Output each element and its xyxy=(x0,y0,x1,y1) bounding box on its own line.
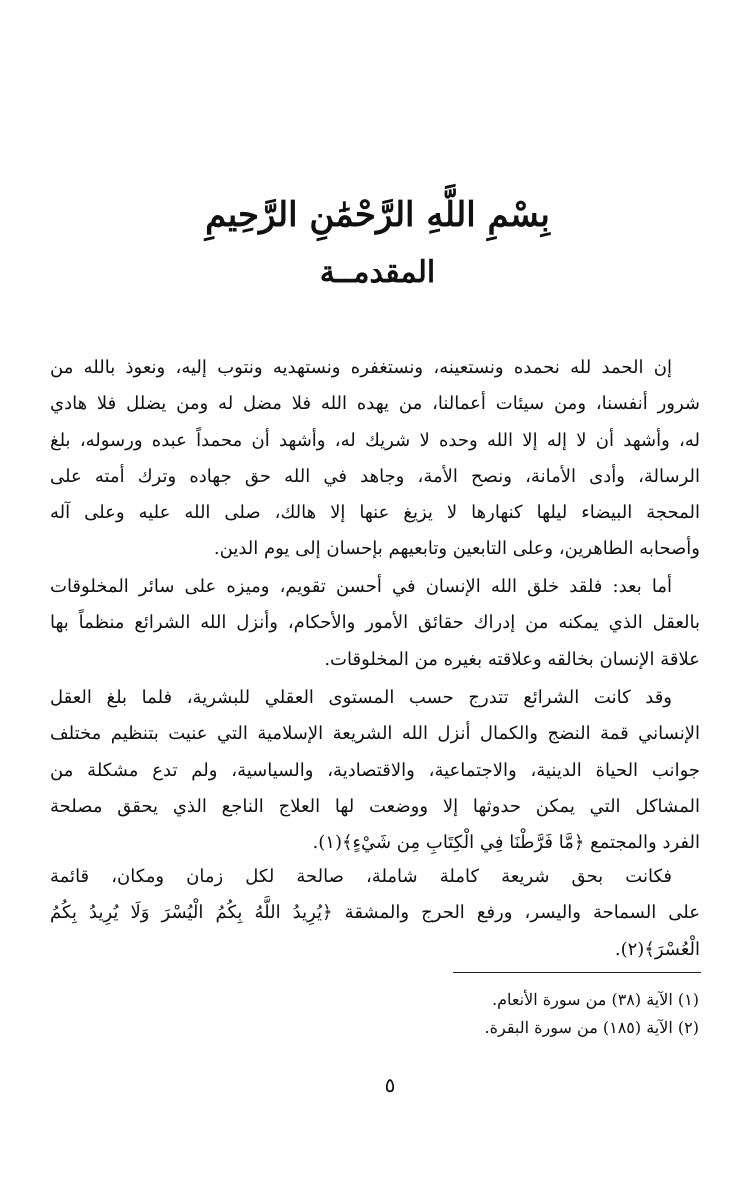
text-line: المحجة البيضاء ليلها كنهارها لا يزيغ عنها إلا هالك، صلى الله عليه وعلى آله xyxy=(50,502,700,524)
text-line: الْعُسْرَ﴾(٢). xyxy=(614,938,700,960)
paragraph-conclusion xyxy=(50,859,700,968)
text-line: له، وأشهد أن لا إله إلا الله وحده لا شريك له، وأشهد أن محمداً عبده ورسوله، بلغ xyxy=(50,429,700,451)
footnote-2: (٢) الآية (١٨٥) من سورة البقرة. xyxy=(484,1018,699,1037)
text-line: بالعقل الذي يمكنه من إدراك حقائق الأمور والأحكام، وأنزل الله الشرائع منظماً بها xyxy=(50,612,700,634)
paragraph-sharia xyxy=(50,680,700,861)
text-line: الإنساني قمة النضج والكمال أنزل الله الشريعة الإسلامية التي عنيت بتنظيم مختلف xyxy=(50,723,700,745)
text-line: المشاكل التي يمكن حدوثها إلا ووضعت لها العلاج الناجع الذي يحقق مصلحة xyxy=(50,795,700,817)
text-line: جوانب الحياة الدينية، والاجتماعية، والاقتصادية، والسياسية، ولم تدع مشكلة من xyxy=(50,759,700,781)
text-line: على السماحة واليسر، ورفع الحرج والمشقة ﴿يُرِيدُ اللَّهُ بِكُمُ الْيُسْرَ وَلَا يُرِيدُ بِكُمُ xyxy=(50,902,700,924)
footnote-divider xyxy=(453,972,701,973)
page-number: ٥ xyxy=(384,1073,396,1097)
text-line: أما بعد: فلقد خلق الله الإنسان في أحسن تقويم، وميزه على سائر المخلوقات xyxy=(50,576,672,597)
text-line: وأصحابه الطاهرين، وعلى التابعين وتابعيهم بإحسان إلى يوم الدين. xyxy=(213,538,700,560)
text-line: فكانت بحق شريعة كاملة شاملة، صالحة لكل زمان ومكان، قائمة xyxy=(50,866,672,887)
text-line: شرور أنفسنا، ومن سيئات أعمالنا، من يهده الله فلا مضل له ومن يضلل فلا هادي xyxy=(50,393,700,415)
text-line: علاقة الإنسان بخالقه وعلاقته بغيره من المخلوقات. xyxy=(324,648,700,670)
page-title: المقدمــة xyxy=(319,255,436,290)
paragraph-amma-baad xyxy=(50,569,700,678)
footnote-1: (١) الآية (٣٨) من سورة الأنعام. xyxy=(492,990,699,1009)
basmala-heading: بِسْمِ اللَّهِ الرَّحْمَٰنِ الرَّحِيمِ xyxy=(205,195,550,235)
text-line: وقد كانت الشرائع تتدرج حسب المستوى العقلي للبشرية، فلما بلغ العقل xyxy=(50,687,672,708)
paragraph-intro xyxy=(50,350,700,568)
text-line: الرسالة، وأدى الأمانة، ونصح الأمة، وجاهد في الله حق جهاده وترك أمته على xyxy=(50,465,700,487)
text-line: الفرد والمجتمع ﴿مَّا فَرَّطْنَا فِي الْكِتَابِ مِن شَيْءٍ﴾(١). xyxy=(312,832,700,854)
text-line: إن الحمد لله نحمده ونستعينه، ونستغفره ونستهديه ونتوب إليه، ونعوذ بالله من xyxy=(50,357,672,378)
